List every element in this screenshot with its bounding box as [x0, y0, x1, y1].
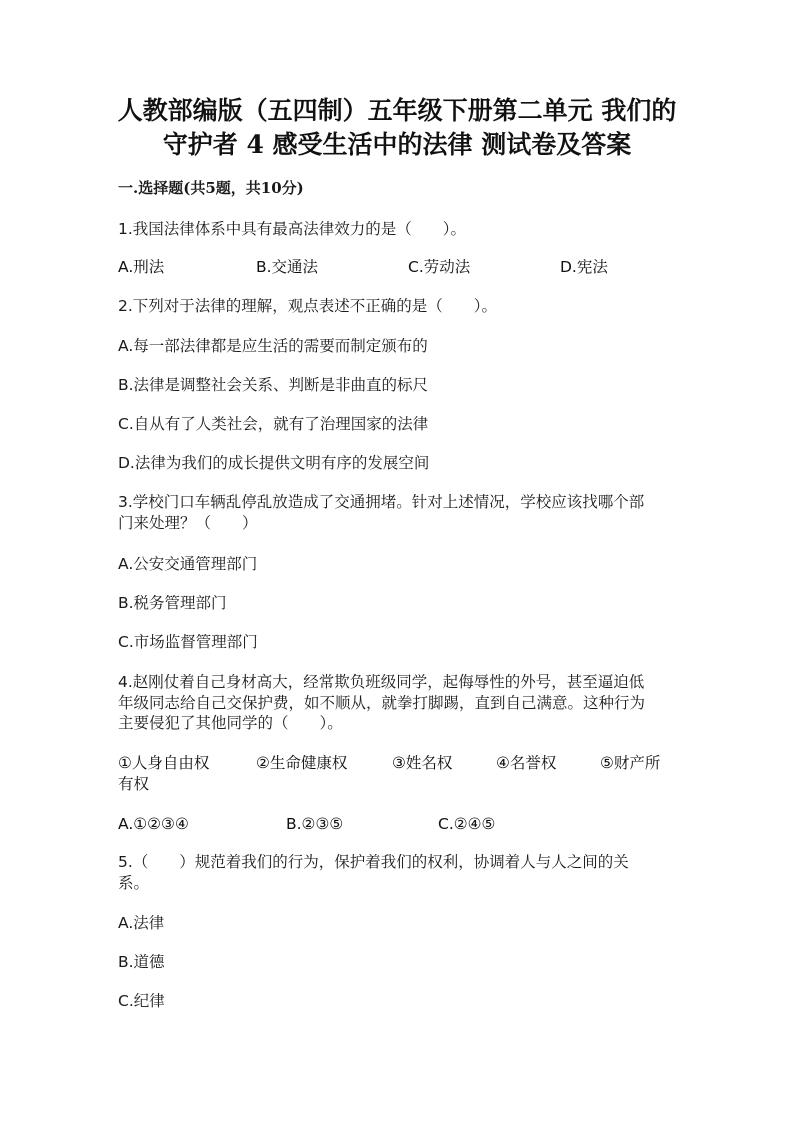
q1-option-b: B.交通法 — [256, 258, 319, 276]
exam-title-line-1: 人教部编版（五四制）五年级下册第二单元 我们的 — [117, 96, 677, 125]
q4-item-3: ③姓名权 — [392, 754, 453, 772]
section-heading: 一.选择题(共5题，共10分) — [118, 179, 304, 197]
question-2-stem: 2.下列对于法律的理解，观点表述不正确的是（ ）。 — [118, 297, 498, 315]
q4-item-4: ④名誉权 — [496, 754, 557, 772]
q4-item-5: ⑤财产所 — [600, 754, 661, 772]
question-4-items-line-2: 有权 — [118, 775, 150, 793]
exam-title-line-2: 守护者 4 感受生活中的法律 测试卷及答案 — [162, 130, 632, 159]
question-4-items-line-1 — [0, 753, 794, 773]
question-4-stem-line-2: 年级同志给自己交保护费，如不顺从，就拳打脚踢，直到自己满意。这种行为 — [118, 694, 646, 712]
q5-option-a: A.法律 — [118, 914, 165, 932]
q4-option-c: C.②④⑤ — [438, 815, 496, 833]
question-4-stem-line-3: 主要侵犯了其他同学的（ ）。 — [118, 714, 343, 732]
q5-option-c: C.纪律 — [118, 992, 165, 1010]
q1-option-d: D.宪法 — [560, 258, 608, 276]
question-1-stem: 1.我国法律体系中具有最高法律效力的是（ ）。 — [118, 220, 467, 238]
q2-option-c: C.自从有了人类社会，就有了治理国家的法律 — [118, 415, 429, 433]
question-4-stem-line-1: 4.赵刚仗着自己身材高大，经常欺负班级同学，起侮辱性的外号，甚至逼迫低 — [118, 673, 645, 691]
q4-item-2: ②生命健康权 — [256, 754, 348, 772]
question-4-options — [0, 814, 794, 834]
q2-option-d: D.法律为我们的成长提供文明有序的发展空间 — [118, 454, 430, 472]
question-5-stem-line-1: 5.（ ）规范着我们的行为，保护着我们的权利，协调着人与人之间的关 — [118, 853, 629, 871]
q3-option-a: A.公安交通管理部门 — [118, 555, 258, 573]
question-3-stem-line-2: 门来处理？（ ） — [118, 514, 258, 532]
question-5-stem-line-2: 系。 — [118, 874, 150, 892]
question-1-options — [0, 257, 794, 277]
q3-option-b: B.税务管理部门 — [118, 594, 227, 612]
q4-item-1: ①人身自由权 — [118, 754, 210, 772]
q4-option-a: A.①②③④ — [118, 815, 189, 833]
q4-option-b: B.②③⑤ — [286, 815, 344, 833]
q2-option-b: B.法律是调整社会关系、判断是非曲直的标尺 — [118, 376, 429, 394]
q1-option-a: A.刑法 — [118, 258, 165, 276]
q3-option-c: C.市场监督管理部门 — [118, 633, 258, 651]
q1-option-c: C.劳动法 — [408, 258, 471, 276]
question-3-stem-line-1: 3.学校门口车辆乱停乱放造成了交通拥堵。针对上述情况，学校应该找哪个部 — [118, 493, 645, 511]
q5-option-b: B.道德 — [118, 953, 165, 971]
q2-option-a: A.每一部法律都是应生活的需要而制定颁布的 — [118, 337, 428, 355]
